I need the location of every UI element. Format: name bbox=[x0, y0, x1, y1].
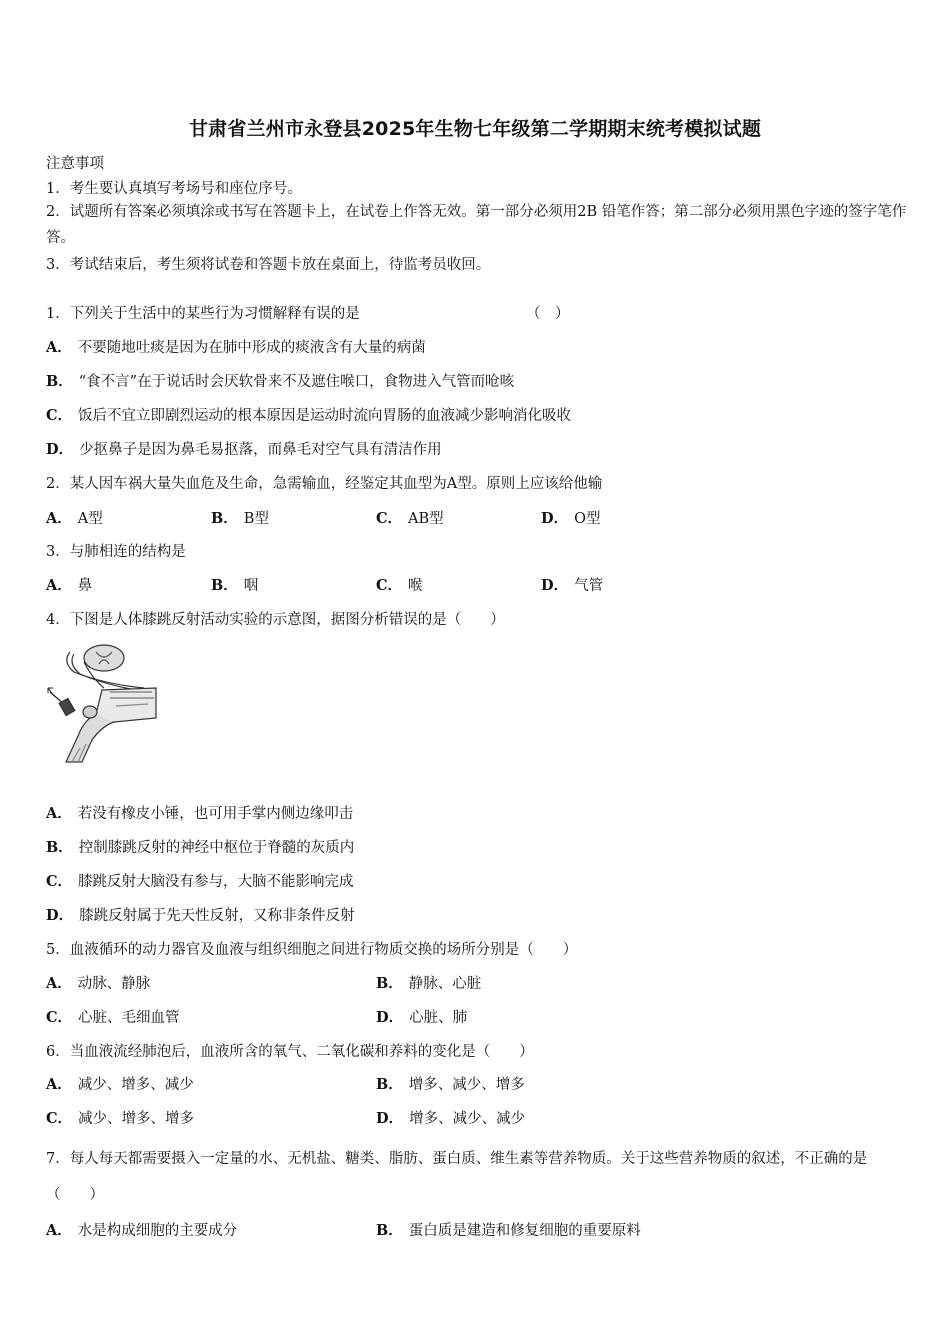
option: B． 咽 bbox=[211, 577, 259, 594]
question-stem: 3．与肺相连的结构是 bbox=[46, 544, 186, 560]
notice-item: 1．考生要认真填写考场号和座位序号。 bbox=[46, 181, 302, 197]
option: D． 气管 bbox=[541, 577, 604, 594]
option: C． AB型 bbox=[376, 510, 444, 527]
option: D． 膝跳反射属于先天性反射，又称非条件反射 bbox=[46, 907, 355, 924]
option: A． 水是构成细胞的主要成分 bbox=[46, 1222, 238, 1239]
option: B． B型 bbox=[211, 510, 269, 527]
option: D． 增多、减少、减少 bbox=[376, 1110, 526, 1127]
option: A． 动脉、静脉 bbox=[46, 975, 151, 992]
notice-heading: 注意事项 bbox=[46, 156, 104, 172]
option: C． 饭后不宜立即剧烈运动的根本原因是运动时流向胃肠的血液减少影响消化吸收 bbox=[46, 407, 572, 424]
option: A． 不要随地吐痰是因为在肺中形成的痰液含有大量的病菌 bbox=[46, 339, 426, 356]
option: C． 心脏、毛细血管 bbox=[46, 1009, 180, 1026]
option: C． 喉 bbox=[376, 577, 423, 594]
option: B． “食不言”在于说话时会厌软骨来不及遮住喉口，食物进入气管而呛咳 bbox=[46, 373, 515, 390]
option: D． 少抠鼻子是因为鼻毛易抠落，而鼻毛对空气具有清洁作用 bbox=[46, 441, 442, 458]
page-title: 甘肃省兰州市永登县2025年生物七年级第二学期期末统考模拟试题 bbox=[188, 118, 762, 140]
question-stem: 4．下图是人体膝跳反射活动实验的示意图，据图分析错误的是（ ） bbox=[46, 612, 505, 628]
option: A． 减少、增多、减少 bbox=[46, 1076, 194, 1093]
question-stem: 7．每人每天都需要摄入一定量的水、无机盐、糖类、脂肪、蛋白质、维生素等营养物质。关于这些营养物质的叙述，不正确的是（ ） bbox=[46, 1151, 868, 1203]
question-stem: 1．下列关于生活中的某些行为习惯解释有误的是 bbox=[46, 306, 360, 322]
option: B． 增多、减少、增多 bbox=[376, 1076, 525, 1093]
notice-item: 2．试题所有答案必须填涂或书写在答题卡上，在试卷上作答无效。第一部分必须用2B 铅笔作答；第二部分必须用黑色字迹的签字笔作答。 bbox=[46, 204, 907, 246]
question-stem: 6．当血液流经肺泡后，血液所含的氧气、二氧化碳和养料的变化是（ ） bbox=[46, 1044, 534, 1060]
option: A． 若没有橡皮小锤，也可用手掌内侧边缘叩击 bbox=[46, 805, 354, 822]
option: C． 膝跳反射大脑没有参与，大脑不能影响完成 bbox=[46, 873, 354, 890]
option: D． 心脏、肺 bbox=[376, 1009, 468, 1026]
question-stem: 2．某人因车祸大量失血危及生命，急需输血，经鉴定其血型为A型。原则上应该给他输 bbox=[46, 476, 603, 492]
option: A． A型 bbox=[46, 510, 103, 527]
question-stem: 5．血液循环的动力器官及血液与组织细胞之间进行物质交换的场所分别是（ ） bbox=[46, 942, 578, 958]
notice-item: 3．考试结束后，考生须将试卷和答题卡放在桌面上，待监考员收回。 bbox=[46, 257, 491, 273]
option: C． 减少、增多、增多 bbox=[46, 1110, 195, 1127]
option: D． O型 bbox=[541, 510, 601, 527]
option: B． 静脉、心脏 bbox=[376, 975, 482, 992]
option: B． 控制膝跳反射的神经中枢位于脊髓的灰质内 bbox=[46, 839, 355, 856]
option: B． 蛋白质是建造和修复细胞的重要原料 bbox=[376, 1222, 641, 1239]
answer-paren: （ ） bbox=[526, 306, 570, 322]
option: A． 鼻 bbox=[46, 577, 93, 594]
knee-reflex-figure bbox=[44, 640, 164, 765]
